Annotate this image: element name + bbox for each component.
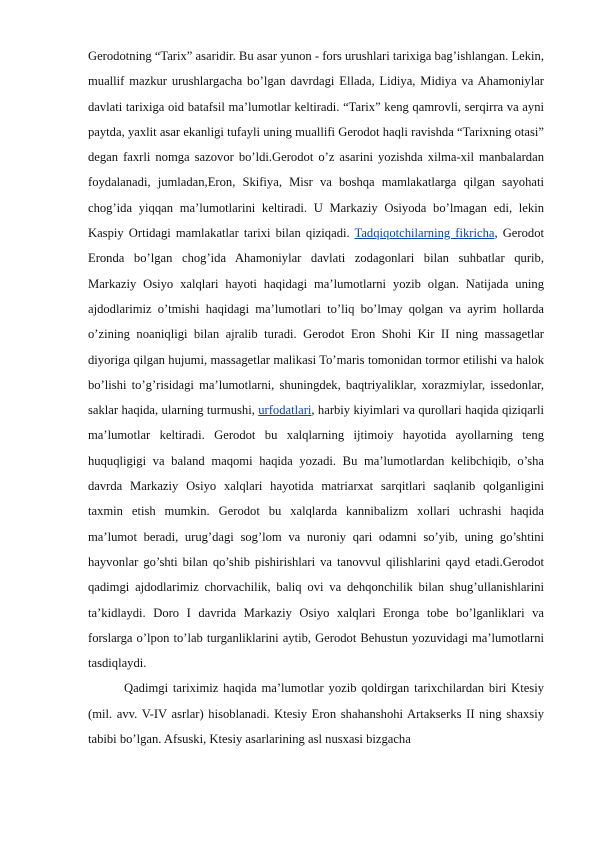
link-tadqiqotchilarning-fikricha[interactable]: Tadqiqotchilarning fikricha xyxy=(354,226,495,241)
paragraph-1 xyxy=(88,44,544,676)
paragraph-2 xyxy=(88,676,544,752)
paragraph-2-text: Qadimgi tariximiz haqida ma’lumotlar yozib qoldirgan tarixchilardan biri Ktesiy (mil. avv. V-IV asrlar) hisoblanadi. Ktesiy Eron shahanshohi Artakserks II ning shaxsiy tabibi bo’lgan. Afsuski, Ktesiy asarlarining asl nusxasi bizgacha xyxy=(88,681,544,747)
paragraph-1-text-b: , Gerodot Eronda bo’lgan chog’ida Ahamoniylar davlati zodagonlari bilan suhbatlar qurib, Markaziy Osiyo xalqlari hayoti haqidagi ma’lumotlarni yozib olgan. Natijada uning ajdodlarimiz o’tmishi haqidagi ma’lumotlari to’liq bo’lmay qolgan va ayrim hollarda o’zining noaniqligi bilan ajralib turadi. Gerodot Eron Shohi Kir II ning massagetlar diyoriga qilgan hujumi, massagetlar malikasi To’maris tomonidan tormor etilishi va halok bo’lishi to’g’risidagi ma’lumotlarni, shuningdek, baqtriyaliklar, xorazmiylar, issedonlar, saklar haqida, ularning turmushi, xyxy=(88,226,544,418)
link-urfodatlari[interactable]: urfodatlari xyxy=(258,403,312,418)
document-page xyxy=(88,44,544,752)
paragraph-1-text-a: Gerodotning “Tarix” asaridir. Bu asar yunon - fors urushlari tarixiga bag’ishlangan. Lekin, muallif mazkur urushlargacha bo’lgan davrdagi Ellada, Lidiya, Midiya va Ahamoniylar davlati tarixiga oid batafsil ma’lumotlar keltiradi. “Tarix” keng qamrovli, serqirra va ayni paytda, yaxlit asar ekanligi tufayli uning muallifi Gerodot haqli ravishda “Tarixning otasi” degan faxrli nomga sazovor bo’ldi.Gerodot o’z asarini yozishda xilma-xil manbalardan foydalanadi, jumladan,Eron, Skifiya, Misr va boshqa mamlakatlarga qilgan sayohati chog’ida yiqqan ma’lumotlarini keltiradi. U Markaziy Osiyoda bo’lmagan edi, lekin Kaspiy Ortidagi mamlakatlar tarixi bilan qiziqadi. xyxy=(88,49,544,241)
paragraph-1-text-c: , harbiy kiyimlari va qurollari haqida qiziqarli ma’lumotlar keltiradi. Gerodot bu xalqlarning ijtimoiy hayotida ayollarning teng huquqligigi va baland maqomi haqida yozadi. Bu ma’lumotlardan kelibchiqib, o’sha davrda Markaziy Osiyo xalqlari hayotida matriarxat sarqitlari saqlanib qolganligini taxmin etish mumkin. Gerodot bu xalqlarda kannibalizm xollari uchrashi haqida ma’lumot beradi, urug’dagi sog’lom va nuroniy qari odamni so’yib, uning go’shtini hayvonlar go’shti bilan qo’shib pishirishlari va tanovvul qilishlarini qayd etadi.Gerodot qadimgi ajdodlarimiz chorvachilik, baliq ovi va dehqonchilik bilan shug’ullanishlarini ta’kidlaydi. Doro I davrida Markaziy Osiyo xalqlari Eronga tobe bo’lganliklari va forslarga o’lpon to’lab turganliklarini aytib, Gerodot Behustun yozuvidagi ma’lumotlarni tasdiqlaydi. xyxy=(88,403,544,671)
